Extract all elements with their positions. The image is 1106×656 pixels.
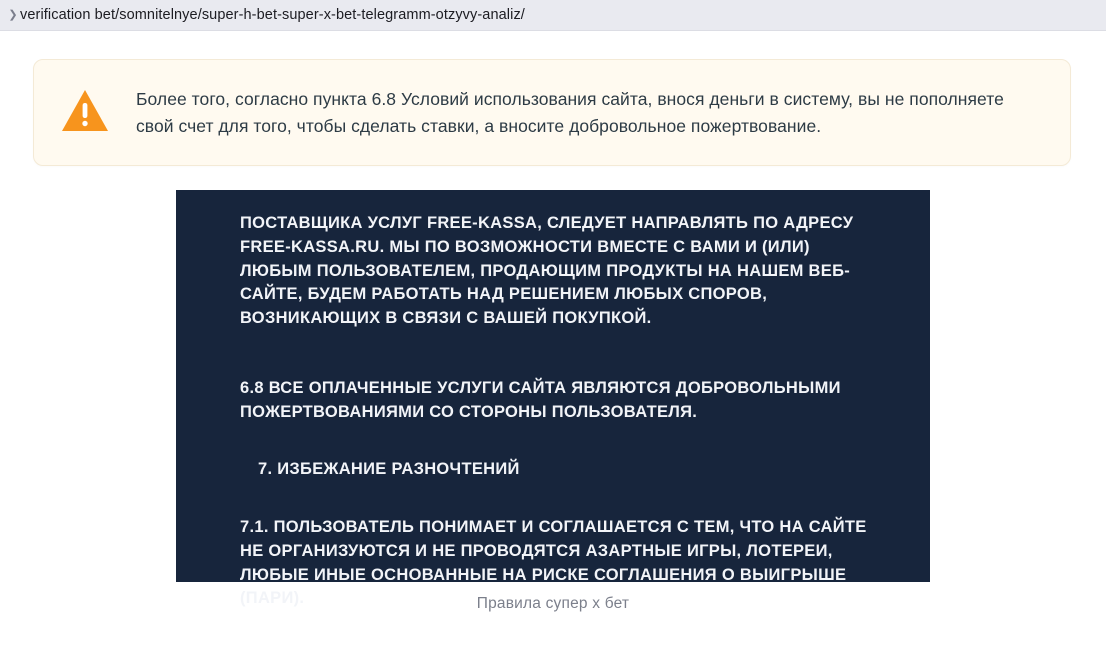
figure-caption: Правила супер х бет [476,595,630,613]
doc-line: FREE-KASSA.RU. МЫ ПО ВОЗМОЖНОСТИ ВМЕСТЕ С ВАМИ И (ИЛИ) [240,237,810,256]
breadcrumb-path[interactable]: verification bet/somnitelnye/super-h-bet-super-x-bet-telegramm-otzyvy-analiz/ [20,7,525,23]
heading-section-7 [240,458,906,482]
doc-line: 6.8 ВСЕ ОПЛАЧЕННЫЕ УСЛУГИ САЙТА ЯВЛЯЮТСЯ ДОБРОВОЛЬНЫМИ [240,378,841,397]
doc-line: ЛЮБЫЕ ИНЫЕ ОСНОВАННЫЕ НА РИСКЕ СОГЛАШЕНИЯ О ВЫИГРЫШЕ [240,565,847,584]
paragraph-clause-7-1 [240,516,906,611]
spacer [240,331,906,377]
doc-line: 7.1. ПОЛЬЗОВАТЕЛЬ ПОНИМАЕТ И СОГЛАШАЕТСЯ С ТЕМ, ЧТО НА САЙТЕ [240,518,867,537]
warning-callout-text: Более того, согласно пункта 6.8 Условий использования сайта, внося деньги в систему, вы не пополняете свой счет для того, чтобы сделать ставки, а вносите добровольное пожертвование. [136,89,1004,136]
doc-line: ПОЖЕРТВОВАНИЯМИ СО СТОРОНЫ ПОЛЬЗОВАТЕЛЯ. [240,402,698,421]
doc-line: ПОСТАВЩИКА УСЛУГ FREE-KASSA, СЛЕДУЕТ НАПРАВЛЯТЬ ПО АДРЕСУ [240,214,854,233]
doc-line: (ПАРИ). [240,589,305,608]
doc-line: ВОЗНИКАЮЩИХ В СВЯЗИ С ВАШЕЙ ПОКУПКОЙ. [240,309,652,328]
doc-line: НЕ ОРГАНИЗУЮТСЯ И НЕ ПРОВОДЯТСЯ АЗАРТНЫЕ ИГРЫ, ЛОТЕРЕИ, [240,541,833,560]
spacer [240,482,906,516]
doc-line: САЙТЕ, БУДЕМ РАБОТАТЬ НАД РЕШЕНИЕМ ЛЮБЫХ СПОРОВ, [240,285,768,304]
spacer [240,424,906,458]
warning-triangle-icon [60,88,110,134]
paragraph-clause-6-8 [240,377,906,425]
breadcrumb [0,0,1106,31]
doc-line: 7. ИЗБЕЖАНИЕ РАЗНОЧТЕНИЙ [258,460,520,479]
chevron-right-icon: ❯ [8,8,18,21]
warning-callout [33,59,1071,166]
rules-figure [176,190,930,613]
paragraph-intro [240,212,906,331]
doc-line: ЛЮБЫМ ПОЛЬЗОВАТЕЛЕМ, ПРОДАЮЩИМ ПРОДУКТЫ НА НАШЕМ ВЕБ- [240,261,851,280]
